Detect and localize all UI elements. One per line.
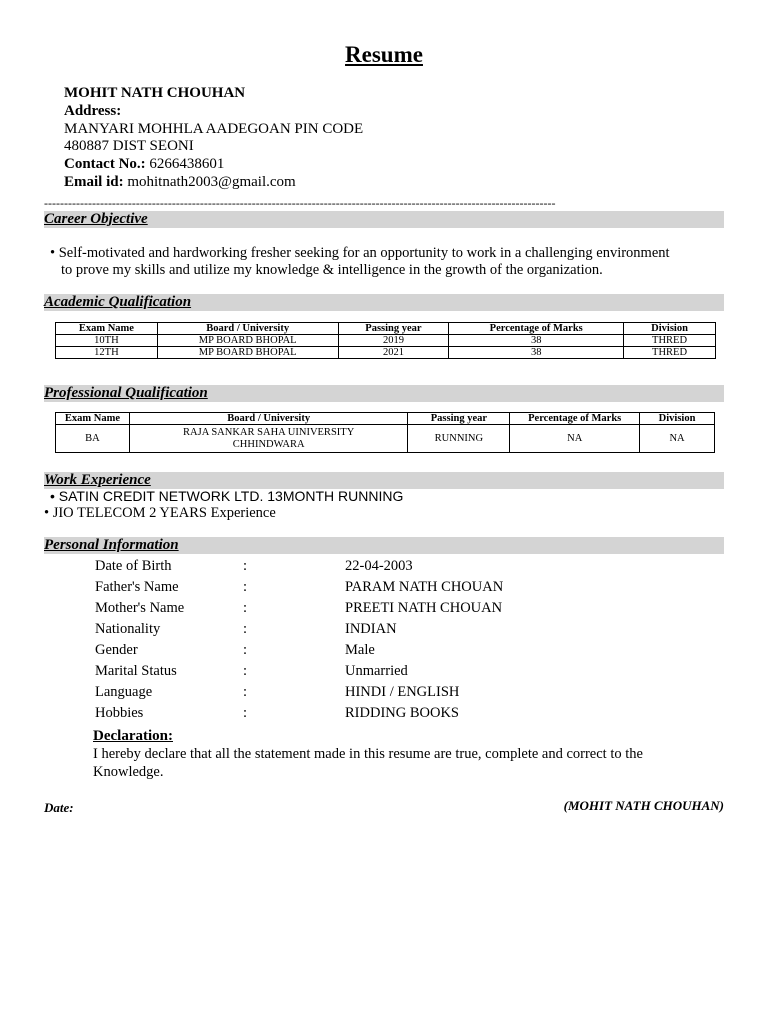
contact-value: 6266438601 (149, 156, 225, 172)
info-label: Father's Name (95, 579, 179, 595)
section-heading: Career Objective (44, 211, 148, 227)
career-line-1: Self-motivated and hardworking fresher seeking for an opportunity to work in a challenging environment (58, 245, 670, 261)
table-row (56, 425, 715, 453)
info-colon: : (243, 684, 248, 700)
info-colon: : (243, 621, 248, 637)
personal-info-row (95, 619, 695, 640)
address-label: Address: (64, 103, 122, 119)
column-header: Board / University (157, 323, 338, 335)
table-cell: RUNNING (408, 425, 510, 453)
work-item (50, 487, 403, 505)
column-header: Percentage of Marks (449, 323, 624, 335)
info-colon: : (243, 642, 248, 658)
section-heading: Professional Qualification (44, 385, 208, 401)
table-cell: NA (640, 425, 715, 453)
table-header-row (56, 413, 715, 425)
column-header: Division (640, 413, 715, 425)
table-cell: THRED (624, 335, 716, 347)
table-cell: 38 (449, 347, 624, 359)
table-cell: 12TH (56, 347, 158, 359)
work-item-text: JIO TELECOM 2 YEARS Experience (52, 505, 276, 521)
personal-info-row (95, 556, 695, 577)
bullet-icon: • (44, 505, 53, 521)
declaration-heading: Declaration: (93, 728, 173, 744)
info-label: Nationality (95, 621, 161, 637)
signature-name: (MOHIT NATH CHOUHAN) (563, 798, 724, 813)
declaration-line-2: Knowledge. (93, 764, 164, 780)
personal-info-row (95, 661, 695, 682)
professional-qualification-header (44, 385, 724, 402)
table-row (56, 335, 716, 347)
career-line-2: to prove my skills and utilize my knowledge & intelligence in the growth of the organization. (61, 262, 603, 278)
info-value: Male (345, 642, 375, 658)
info-colon: : (243, 663, 248, 679)
info-value: PARAM NATH CHOUAN (345, 579, 504, 595)
personal-info-row (95, 703, 695, 724)
work-item (44, 505, 276, 522)
personal-info-row (95, 640, 695, 661)
column-header: Board / University (129, 413, 408, 425)
column-header: Exam Name (56, 323, 158, 335)
info-label: Mother's Name (95, 600, 185, 616)
personal-info-row (95, 577, 695, 598)
email-value: mohitnath2003@gmail.com (127, 174, 296, 190)
info-label: Language (95, 684, 153, 700)
personal-info-list (95, 556, 715, 726)
info-value: INDIAN (345, 621, 397, 637)
table-cell: 38 (449, 335, 624, 347)
work-item-text: SATIN CREDIT NETWORK LTD. 13MONTH RUNNING (58, 488, 404, 504)
info-colon: : (243, 579, 248, 595)
career-objective-text (50, 245, 740, 279)
academic-qualification-header (44, 294, 724, 311)
column-header: Division (624, 323, 716, 335)
table-cell: NA (510, 425, 640, 453)
info-label: Date of Birth (95, 558, 172, 574)
career-objective-header (44, 211, 724, 228)
academic-table (55, 322, 716, 359)
personal-info-row (95, 598, 695, 619)
table-cell: 2021 (338, 347, 449, 359)
info-label: Gender (95, 642, 138, 658)
bullet-icon: • (50, 245, 59, 261)
info-value: Unmarried (345, 663, 408, 679)
applicant-name: MOHIT NATH CHOUHAN (64, 85, 246, 101)
contact-label: Contact No.: (64, 156, 146, 172)
table-cell: THRED (624, 347, 716, 359)
info-colon: : (243, 600, 248, 616)
resume-title: Resume (345, 42, 423, 67)
info-label: Marital Status (95, 663, 177, 679)
info-value: 22-04-2003 (345, 558, 413, 574)
column-header: Exam Name (56, 413, 130, 425)
section-heading: Personal Information (44, 537, 179, 553)
personal-information-header (44, 537, 724, 554)
address-line-2: 480887 DIST SEONI (64, 138, 194, 154)
table-cell: 2019 (338, 335, 449, 347)
info-value: HINDI / ENGLISH (345, 684, 460, 700)
column-header: Passing year (408, 413, 510, 425)
contact-line (64, 155, 224, 173)
section-heading: Academic Qualification (44, 294, 192, 310)
info-colon: : (243, 558, 248, 574)
address-line-1: MANYARI MOHHLA AADEGOAN PIN CODE (64, 121, 364, 137)
table-header-row (56, 323, 716, 335)
divider-line: -------------------------------------------------------------------------------------------------------------------------------- (44, 196, 556, 210)
column-header: Percentage of Marks (510, 413, 640, 425)
column-header: Passing year (338, 323, 449, 335)
professional-table (55, 412, 715, 453)
table-cell: 10TH (56, 335, 158, 347)
personal-info-row (95, 682, 695, 703)
declaration-text (93, 745, 733, 781)
table-row (56, 347, 716, 359)
bullet-icon: • (50, 488, 59, 504)
info-label: Hobbies (95, 705, 144, 721)
declaration-line-1: I hereby declare that all the statement made in this resume are true, complete and correct to the (93, 746, 643, 762)
table-cell: MP BOARD BHOPAL (157, 335, 338, 347)
table-cell: MP BOARD BHOPAL (157, 347, 338, 359)
email-label: Email id: (64, 174, 124, 190)
table-cell: BA (56, 425, 130, 453)
date-label: Date: (44, 800, 74, 815)
section-heading: Work Experience (44, 472, 151, 488)
info-value: RIDDING BOOKS (345, 705, 459, 721)
email-line (64, 173, 296, 191)
info-value: PREETI NATH CHOUAN (345, 600, 503, 616)
table-cell: RAJA SANKAR SAHA UINIVERSITY CHHINDWARA (129, 425, 408, 453)
info-colon: : (243, 705, 248, 721)
